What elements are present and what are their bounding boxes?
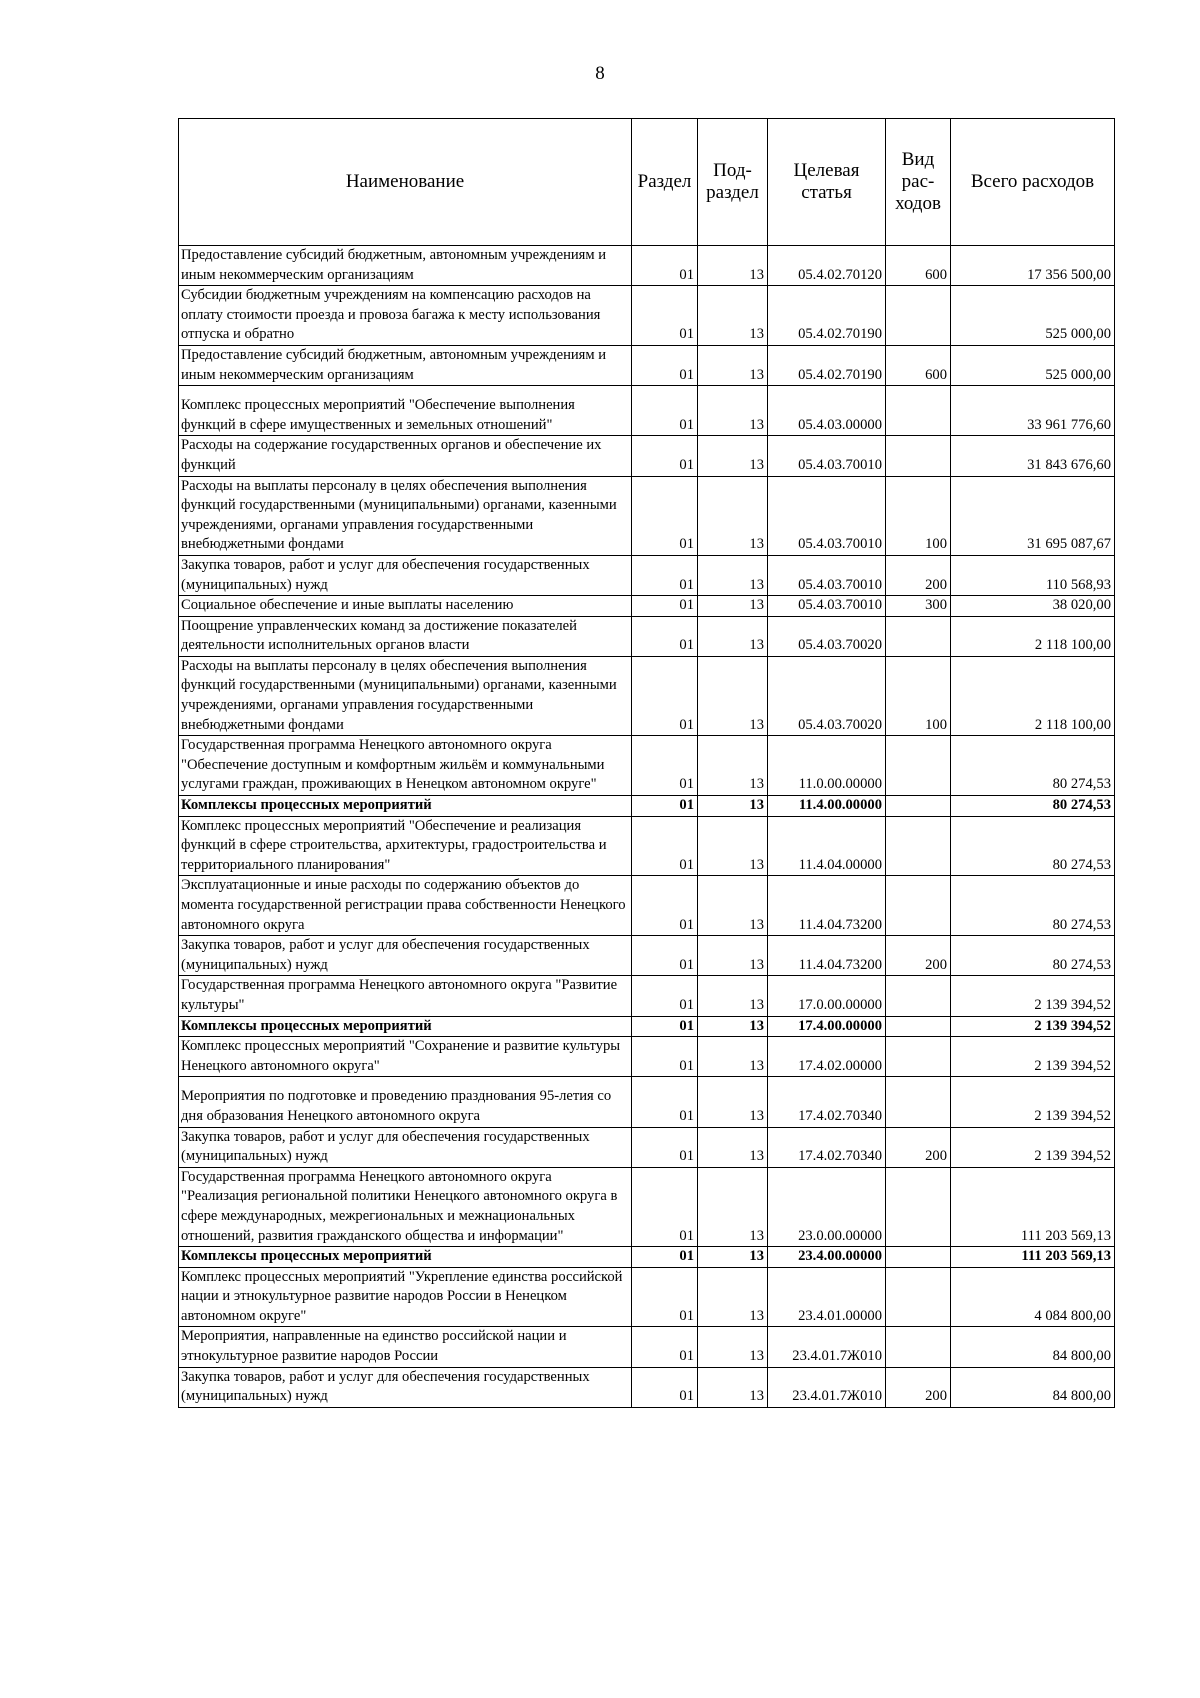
cell-target-article: 05.4.02.70190 xyxy=(768,286,886,346)
cell-target-article: 23.4.01.7Ж010 xyxy=(768,1327,886,1367)
cell-name: Предоставление субсидий бюджетным, автономным учреждениям и иным некоммерческим организациям xyxy=(179,246,632,286)
cell-subsection: 13 xyxy=(698,1267,768,1327)
cell-expense-type: 600 xyxy=(886,345,951,385)
cell-name: Социальное обеспечение и иные выплаты населению xyxy=(179,596,632,617)
cell-subsection: 13 xyxy=(698,596,768,617)
cell-expense-type: 200 xyxy=(886,936,951,976)
cell-expense-type xyxy=(886,286,951,346)
cell-section: 01 xyxy=(632,476,698,555)
table-row xyxy=(179,596,1115,617)
cell-expense-type: 100 xyxy=(886,476,951,555)
cell-name: Государственная программа Ненецкого автономного округа "Обеспечение доступным и комфортным жильём и коммунальными услугами граждан, проживающих в Ненецком автономном округе" xyxy=(179,736,632,796)
cell-subsection: 13 xyxy=(698,816,768,876)
cell-target-article: 17.0.00.00000 xyxy=(768,976,886,1016)
cell-expense-type xyxy=(886,386,951,436)
cell-subsection: 13 xyxy=(698,1037,768,1077)
cell-name: Субсидии бюджетным учреждениям на компенсацию расходов на оплату стоимости проезда и провоза багажа к месту использования отпуска и обратно xyxy=(179,286,632,346)
cell-expense-type: 300 xyxy=(886,596,951,617)
cell-total: 80 274,53 xyxy=(951,796,1115,817)
cell-expense-type: 600 xyxy=(886,246,951,286)
cell-expense-type xyxy=(886,1016,951,1037)
cell-target-article: 17.4.02.00000 xyxy=(768,1037,886,1077)
cell-section: 01 xyxy=(632,976,698,1016)
cell-name: Поощрение управленческих команд за достижение показателей деятельности исполнительных органов власти xyxy=(179,616,632,656)
cell-subsection: 13 xyxy=(698,555,768,595)
cell-subsection: 13 xyxy=(698,476,768,555)
table-row xyxy=(179,1267,1115,1327)
cell-subsection: 13 xyxy=(698,1247,768,1268)
cell-expense-type xyxy=(886,616,951,656)
cell-section: 01 xyxy=(632,1267,698,1327)
cell-target-article: 17.4.02.70340 xyxy=(768,1127,886,1167)
table-row xyxy=(179,436,1115,476)
cell-section: 01 xyxy=(632,736,698,796)
cell-total: 525 000,00 xyxy=(951,286,1115,346)
cell-name: Мероприятия, направленные на единство российской нации и этнокультурное развитие народов России xyxy=(179,1327,632,1367)
header-section: Раздел xyxy=(632,119,698,246)
budget-table xyxy=(178,118,1115,1408)
cell-section: 01 xyxy=(632,936,698,976)
cell-subsection: 13 xyxy=(698,616,768,656)
table-row xyxy=(179,876,1115,936)
cell-section: 01 xyxy=(632,345,698,385)
cell-section: 01 xyxy=(632,1247,698,1268)
cell-total: 38 020,00 xyxy=(951,596,1115,617)
cell-expense-type xyxy=(886,876,951,936)
cell-section: 01 xyxy=(632,286,698,346)
cell-expense-type xyxy=(886,1267,951,1327)
cell-total: 2 139 394,52 xyxy=(951,1077,1115,1127)
cell-target-article: 05.4.02.70120 xyxy=(768,246,886,286)
cell-total: 2 118 100,00 xyxy=(951,616,1115,656)
header-subsection: Под- раздел xyxy=(698,119,768,246)
cell-name: Закупка товаров, работ и услуг для обеспечения государственных (муниципальных) нужд xyxy=(179,555,632,595)
cell-target-article: 17.4.02.70340 xyxy=(768,1077,886,1127)
table-row xyxy=(179,476,1115,555)
table-row xyxy=(179,1247,1115,1268)
cell-target-article: 23.4.01.00000 xyxy=(768,1267,886,1327)
cell-subsection: 13 xyxy=(698,1127,768,1167)
cell-section: 01 xyxy=(632,555,698,595)
cell-section: 01 xyxy=(632,616,698,656)
cell-total: 111 203 569,13 xyxy=(951,1167,1115,1246)
cell-target-article: 11.4.00.00000 xyxy=(768,796,886,817)
cell-section: 01 xyxy=(632,386,698,436)
cell-expense-type: 100 xyxy=(886,656,951,735)
cell-section: 01 xyxy=(632,1077,698,1127)
table-row xyxy=(179,976,1115,1016)
cell-subsection: 13 xyxy=(698,1167,768,1246)
cell-target-article: 11.0.00.00000 xyxy=(768,736,886,796)
cell-total: 84 800,00 xyxy=(951,1327,1115,1367)
cell-target-article: 11.4.04.73200 xyxy=(768,876,886,936)
cell-subsection: 13 xyxy=(698,976,768,1016)
cell-target-article: 23.4.01.7Ж010 xyxy=(768,1367,886,1407)
cell-total: 31 843 676,60 xyxy=(951,436,1115,476)
cell-target-article: 05.4.03.70010 xyxy=(768,555,886,595)
cell-section: 01 xyxy=(632,1327,698,1367)
cell-subsection: 13 xyxy=(698,286,768,346)
cell-name: Комплексы процессных мероприятий xyxy=(179,1247,632,1268)
cell-subsection: 13 xyxy=(698,736,768,796)
cell-total: 33 961 776,60 xyxy=(951,386,1115,436)
cell-expense-type xyxy=(886,1247,951,1268)
cell-target-article: 11.4.04.00000 xyxy=(768,816,886,876)
header-total: Всего расходов xyxy=(951,119,1115,246)
cell-section: 01 xyxy=(632,1167,698,1246)
cell-total: 4 084 800,00 xyxy=(951,1267,1115,1327)
cell-total: 84 800,00 xyxy=(951,1367,1115,1407)
cell-expense-type xyxy=(886,976,951,1016)
cell-target-article: 05.4.03.70010 xyxy=(768,596,886,617)
cell-subsection: 13 xyxy=(698,386,768,436)
cell-total: 2 139 394,52 xyxy=(951,1037,1115,1077)
cell-total: 17 356 500,00 xyxy=(951,246,1115,286)
cell-subsection: 13 xyxy=(698,1077,768,1127)
table-row xyxy=(179,816,1115,876)
cell-name: Комплекс процессных мероприятий "Обеспечение выполнения функций в сфере имущественных и земельных отношений" xyxy=(179,386,632,436)
cell-section: 01 xyxy=(632,876,698,936)
table-row xyxy=(179,286,1115,346)
table-row xyxy=(179,1127,1115,1167)
cell-section: 01 xyxy=(632,246,698,286)
cell-subsection: 13 xyxy=(698,436,768,476)
cell-expense-type xyxy=(886,436,951,476)
cell-section: 01 xyxy=(632,436,698,476)
table-row xyxy=(179,1016,1115,1037)
cell-name: Закупка товаров, работ и услуг для обеспечения государственных (муниципальных) нужд xyxy=(179,936,632,976)
cell-total: 80 274,53 xyxy=(951,876,1115,936)
cell-name: Государственная программа Ненецкого автономного округа "Реализация региональной политики Ненецкого автономного округа в сфере международных, межрегиональных и межнациональных отношений, развития гражданского общества и информации" xyxy=(179,1167,632,1246)
cell-subsection: 13 xyxy=(698,246,768,286)
cell-total: 2 139 394,52 xyxy=(951,1127,1115,1167)
table-row xyxy=(179,656,1115,735)
cell-section: 01 xyxy=(632,596,698,617)
cell-name: Комплекс процессных мероприятий "Укрепление единства российской нации и этнокультурное развитие народов России в Ненецком автономном округе" xyxy=(179,1267,632,1327)
cell-subsection: 13 xyxy=(698,1327,768,1367)
cell-total: 111 203 569,13 xyxy=(951,1247,1115,1268)
cell-subsection: 13 xyxy=(698,876,768,936)
table-row xyxy=(179,555,1115,595)
cell-expense-type xyxy=(886,816,951,876)
cell-section: 01 xyxy=(632,1367,698,1407)
cell-target-article: 05.4.03.70010 xyxy=(768,476,886,555)
table-row xyxy=(179,616,1115,656)
cell-section: 01 xyxy=(632,1127,698,1167)
cell-subsection: 13 xyxy=(698,1367,768,1407)
cell-expense-type xyxy=(886,796,951,817)
cell-total: 80 274,53 xyxy=(951,816,1115,876)
table-row xyxy=(179,736,1115,796)
cell-name: Предоставление субсидий бюджетным, автономным учреждениям и иным некоммерческим организациям xyxy=(179,345,632,385)
cell-expense-type: 200 xyxy=(886,555,951,595)
cell-target-article: 05.4.03.70020 xyxy=(768,656,886,735)
cell-name: Закупка товаров, работ и услуг для обеспечения государственных (муниципальных) нужд xyxy=(179,1127,632,1167)
cell-section: 01 xyxy=(632,1037,698,1077)
table-body xyxy=(179,246,1115,1408)
cell-target-article: 23.0.00.00000 xyxy=(768,1167,886,1246)
table-row xyxy=(179,1037,1115,1077)
cell-section: 01 xyxy=(632,1016,698,1037)
cell-expense-type: 200 xyxy=(886,1127,951,1167)
cell-total: 110 568,93 xyxy=(951,555,1115,595)
cell-name: Эксплуатационные и иные расходы по содержанию объектов до момента государственной регистрации права собственности Ненецкого автономного округа xyxy=(179,876,632,936)
cell-total: 525 000,00 xyxy=(951,345,1115,385)
cell-name: Комплексы процессных мероприятий xyxy=(179,796,632,817)
header-target-article: Целевая статья xyxy=(768,119,886,246)
cell-target-article: 05.4.02.70190 xyxy=(768,345,886,385)
table-row xyxy=(179,1077,1115,1127)
cell-name: Комплексы процессных мероприятий xyxy=(179,1016,632,1037)
cell-total: 2 139 394,52 xyxy=(951,1016,1115,1037)
cell-target-article: 05.4.03.70020 xyxy=(768,616,886,656)
cell-name: Расходы на выплаты персоналу в целях обеспечения выполнения функций государственными (муниципальными) органами, казенными учреждениями, органами управления государственными внебюджетными фондами xyxy=(179,656,632,735)
cell-total: 2 139 394,52 xyxy=(951,976,1115,1016)
cell-subsection: 13 xyxy=(698,1016,768,1037)
page-number: 8 xyxy=(595,63,605,84)
table-row xyxy=(179,1167,1115,1246)
cell-name: Закупка товаров, работ и услуг для обеспечения государственных (муниципальных) нужд xyxy=(179,1367,632,1407)
cell-total: 80 274,53 xyxy=(951,936,1115,976)
table-row xyxy=(179,1367,1115,1407)
cell-target-article: 11.4.04.73200 xyxy=(768,936,886,976)
cell-expense-type xyxy=(886,1167,951,1246)
table-row xyxy=(179,246,1115,286)
cell-target-article: 23.4.00.00000 xyxy=(768,1247,886,1268)
header-name: Наименование xyxy=(179,119,632,246)
cell-target-article: 17.4.00.00000 xyxy=(768,1016,886,1037)
table-row xyxy=(179,936,1115,976)
cell-total: 2 118 100,00 xyxy=(951,656,1115,735)
cell-name: Государственная программа Ненецкого автономного округа "Развитие культуры" xyxy=(179,976,632,1016)
cell-expense-type xyxy=(886,1037,951,1077)
cell-total: 31 695 087,67 xyxy=(951,476,1115,555)
cell-name: Комплекс процессных мероприятий "Сохранение и развитие культуры Ненецкого автономного округа" xyxy=(179,1037,632,1077)
cell-target-article: 05.4.03.70010 xyxy=(768,436,886,476)
cell-section: 01 xyxy=(632,796,698,817)
cell-section: 01 xyxy=(632,816,698,876)
cell-expense-type: 200 xyxy=(886,1367,951,1407)
cell-target-article: 05.4.03.00000 xyxy=(768,386,886,436)
cell-total: 80 274,53 xyxy=(951,736,1115,796)
table-row xyxy=(179,1327,1115,1367)
table-row xyxy=(179,796,1115,817)
header-expense-type: Вид рас- ходов xyxy=(886,119,951,246)
cell-expense-type xyxy=(886,1327,951,1367)
cell-subsection: 13 xyxy=(698,936,768,976)
cell-section: 01 xyxy=(632,656,698,735)
cell-name: Расходы на содержание государственных органов и обеспечение их функций xyxy=(179,436,632,476)
cell-expense-type xyxy=(886,736,951,796)
cell-name: Комплекс процессных мероприятий "Обеспечение и реализация функций в сфере строительства, архитектуры, градостроительства и территориального планирования" xyxy=(179,816,632,876)
cell-expense-type xyxy=(886,1077,951,1127)
table-header-row xyxy=(179,119,1115,246)
table-row xyxy=(179,386,1115,436)
cell-name: Мероприятия по подготовке и проведению празднования 95-летия со дня образования Ненецкого автономного округа xyxy=(179,1077,632,1127)
table-row xyxy=(179,345,1115,385)
cell-subsection: 13 xyxy=(698,796,768,817)
cell-subsection: 13 xyxy=(698,345,768,385)
cell-name: Расходы на выплаты персоналу в целях обеспечения выполнения функций государственными (муниципальными) органами, казенными учреждениями, органами управления государственными внебюджетными фондами xyxy=(179,476,632,555)
cell-subsection: 13 xyxy=(698,656,768,735)
